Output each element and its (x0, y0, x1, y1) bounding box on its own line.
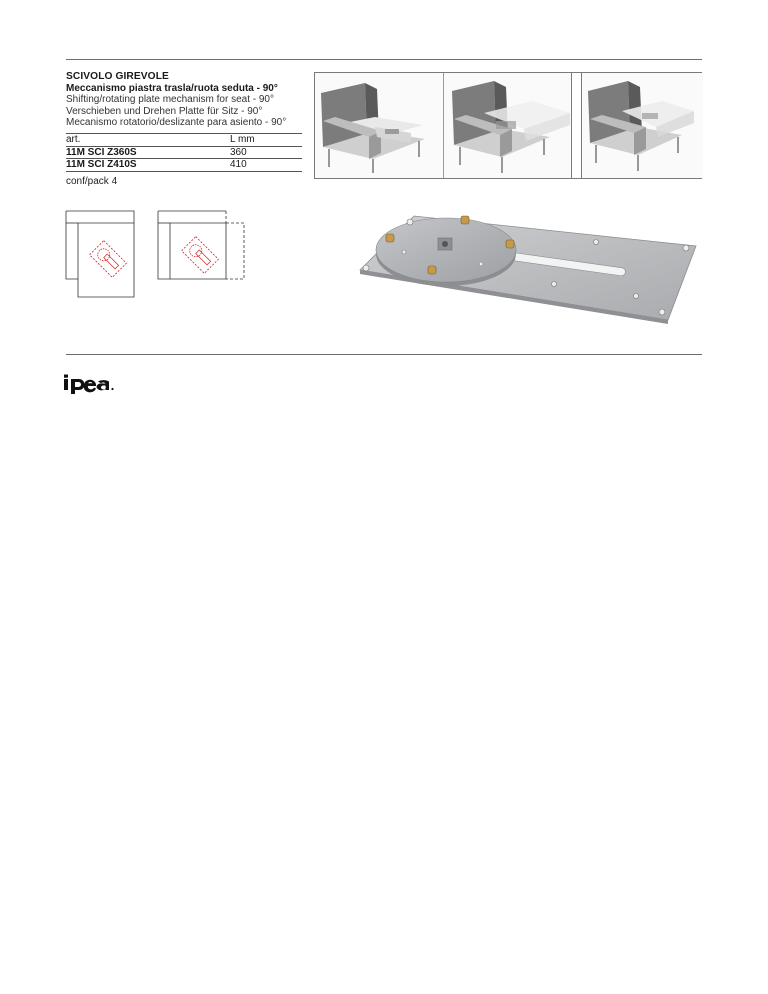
plan-shifted-diagram (64, 209, 154, 299)
spec-header (66, 133, 302, 146)
table-row (66, 158, 302, 172)
header-length: L mm (230, 134, 255, 145)
product-title: SCIVOLO GIREVOLE (66, 71, 169, 82)
swivel-plate-image (356, 208, 702, 326)
row-art: 11M SCI Z410S (66, 159, 137, 171)
description-de: Verschieben und Drehen Platte für Sitz - 90° (66, 105, 263, 117)
table-row (66, 146, 302, 159)
header-art: art. (66, 134, 81, 145)
spec-table (66, 133, 302, 172)
bottom-rule (66, 354, 702, 355)
armchair-photo-strip (314, 72, 702, 179)
description-es: Mecanismo rotatorio/deslizante para asiento - 90° (66, 117, 287, 129)
armchair-closed-image (315, 73, 444, 178)
armchair-shifted-image (444, 73, 572, 178)
row-art: 11M SCI Z360S (66, 146, 137, 158)
row-length: 410 (230, 159, 247, 171)
pack-info: conf/pack 4 (66, 176, 118, 187)
plan-rotated-diagram (156, 209, 246, 299)
description-en: Shifting/rotating plate mechanism for seat - 90° (66, 94, 274, 106)
armchair-rotated-image (581, 73, 703, 178)
top-rule (66, 59, 702, 60)
product-heading (66, 71, 302, 129)
ipea-logo (63, 373, 127, 395)
product-subtitle: Meccanismo piastra trasla/ruota seduta - 90° (66, 82, 278, 94)
row-length: 360 (230, 146, 247, 158)
